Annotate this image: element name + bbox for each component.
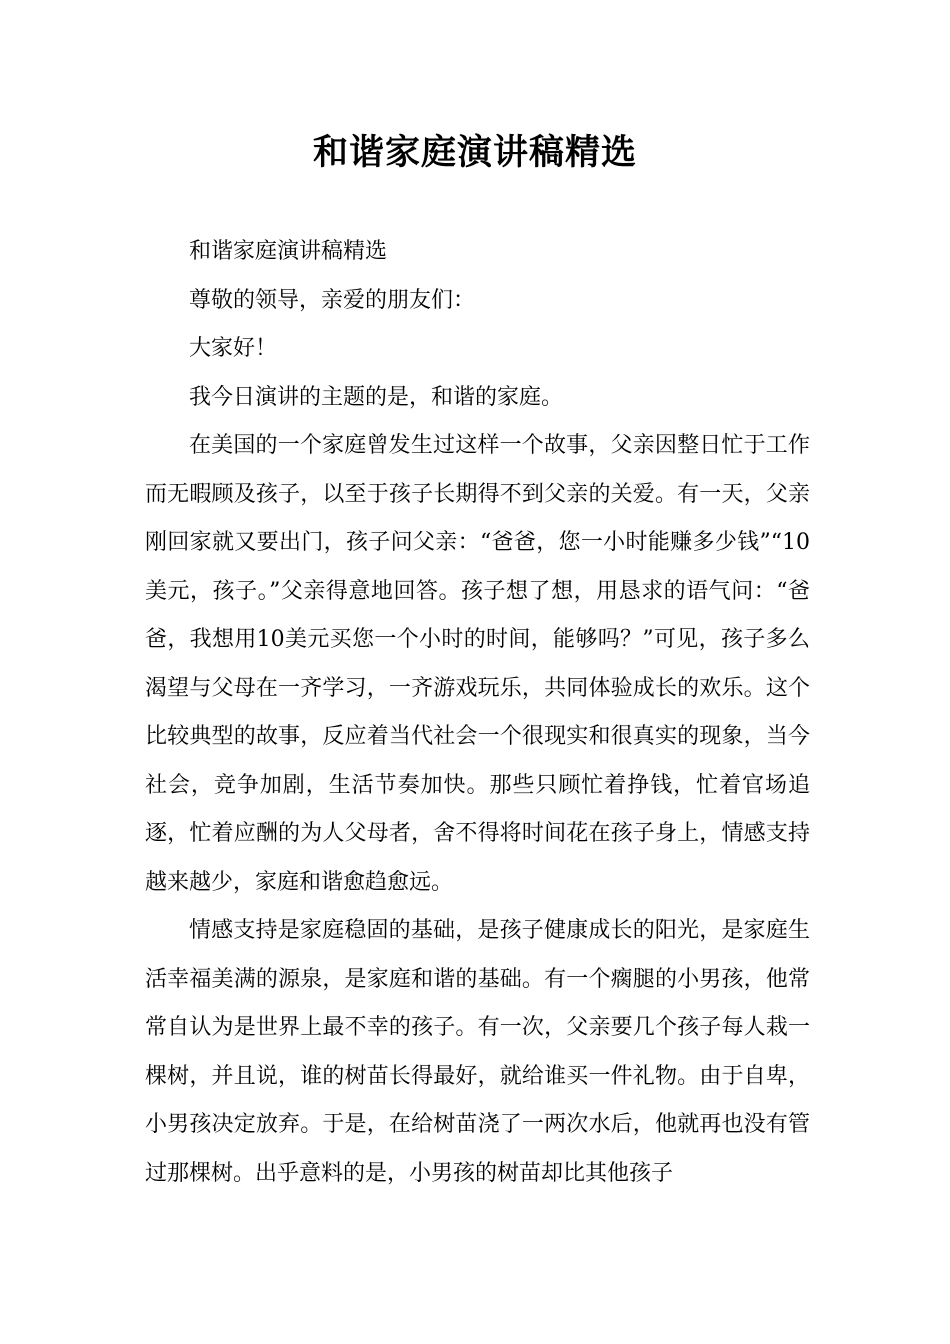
document-body xyxy=(145,228,810,1198)
paragraph-theme: 我今日演讲的主题的是，和谐的家庭。 xyxy=(189,384,564,410)
paragraph-emotional-support: 情感支持是家庭稳固的基础，是孩子健康成长的阳光，是家庭生活幸福美满的源泉，是家庭和谐的基础。有一个瘸腿的小男孩，他常常自认为是世界上最不幸的孩子。有一次，父亲要几个孩子每人栽一棵树，并且说，谁的树苗长得最好，就给谁买一件礼物。由于自卑，小男孩决定放弃。于是，在给树苗浇了一两次水后，他就再也没有管过那棵树。出乎意料的是，小男孩的树苗却比其他孩子 xyxy=(145,918,810,1186)
paragraph-heading: 和谐家庭演讲稿精选 xyxy=(189,239,388,264)
paragraph-story: 在美国的一个家庭曾发生过这样一个故事，父亲因整日忙于工作而无暇顾及孩子，以至于孩子长期得不到父亲的关爱。有一天，父亲刚回家就又要出门，孩子问父亲：“爸爸，您一小时能赚多少钱”“10美元，孩子。”父亲得意地回答。孩子想了想，用恳求的语气问：“爸爸，我想用10美元买您一个小时的时间，能够吗？”可见，孩子多么渴望与父母在一齐学习，一齐游戏玩乐，共同体验成长的欢乐。这个比较典型的故事，反应着当代社会一个很现实和很真实的现象，当今社会，竞争加剧，生活节奏加快。那些只顾忙着挣钱，忙着官场追逐，忙着应酬的为人父母者，舍不得将时间花在孩子身上，情感支持越来越少，家庭和谐愈趋愈远。 xyxy=(145,433,810,895)
paragraph-greeting: 大家好！ xyxy=(189,336,278,361)
paragraph-salutation: 尊敬的领导，亲爱的朋友们： xyxy=(189,287,476,313)
document-title: 和谐家庭演讲稿精选 xyxy=(312,133,637,173)
